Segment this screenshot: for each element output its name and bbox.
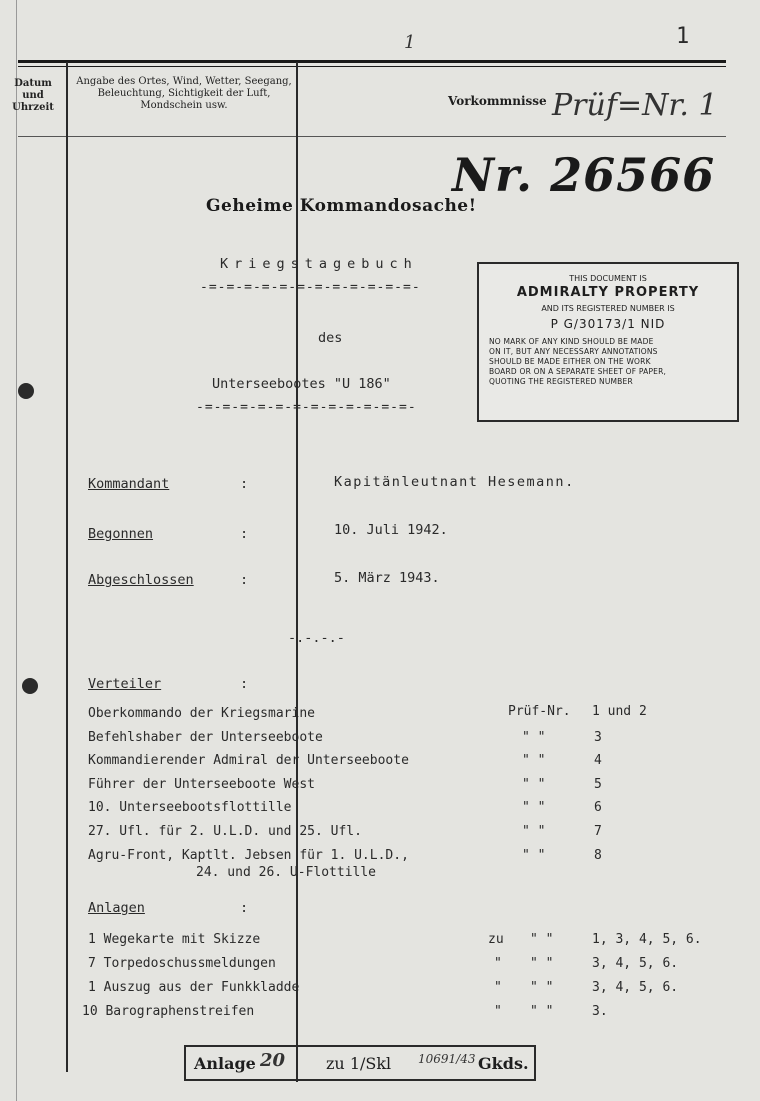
verteiler-row-ditto: " " (522, 848, 546, 863)
title-rule-2: -=-=-=-=-=-=-=-=-=-=-=-=- (196, 400, 417, 415)
verteiler-row-number: 7 (594, 824, 602, 839)
punch-hole-bottom (22, 678, 38, 694)
stamp-line-1: THIS DOCUMENT IS (569, 274, 647, 283)
verteiler-row-name: Oberkommando der Kriegsmarine (88, 706, 315, 721)
detail-sep-abgeschlossen: : (240, 572, 249, 588)
verteiler-row-name: Agru-Front, Kaptlt. Jebsen für 1. U.L.D., (88, 848, 409, 863)
anlage-stamp-handwritten-ref: 10691/43 (418, 1052, 476, 1066)
verteiler-heading: Verteiler (88, 676, 162, 692)
detail-sep-begonnen: : (240, 526, 249, 542)
anlage-stamp-gkds: Gkds. (478, 1054, 529, 1073)
anlagen-row-number: 3, 4, 5, 6. (592, 956, 679, 971)
page-number-handwritten: 1 (404, 32, 416, 53)
verteiler-row-number: 4 (594, 753, 602, 768)
margin-line (16, 0, 17, 1101)
top-border-line-2 (18, 66, 726, 67)
stamp-line-7: SHOULD BE MADE EITHER ON THE WORK (489, 357, 651, 366)
anlagen-row-zu: " (494, 956, 502, 971)
anlagen-row-name: 1 Auszug aus der Funkkladde (88, 980, 300, 995)
page-number-typed: 1 (676, 24, 690, 49)
verteiler-row-ditto: " " (522, 730, 546, 745)
admiralty-property-stamp (477, 262, 739, 422)
verteiler-row-ditto: " " (522, 777, 546, 792)
verteiler-row-name: 27. Ufl. für 2. U.L.D. und 25. Ufl. (88, 824, 362, 839)
verteiler-row-ditto: " " (522, 800, 546, 815)
stamp-line-9: QUOTING THE REGISTERED NUMBER (489, 377, 633, 386)
detail-value-kommandant: Kapitänleutnant Hesemann. (334, 474, 575, 490)
anlagen-row-name: 10 Barographenstreifen (82, 1004, 255, 1019)
anlagen-row-ditto: " " (530, 932, 554, 947)
stamp-line-3: AND ITS REGISTERED NUMBER IS (541, 304, 675, 313)
column-line-left (66, 62, 68, 1072)
title-des: des (318, 330, 343, 346)
stamp-line-2: ADMIRALTY PROPERTY (516, 285, 700, 300)
detail-label-abgeschlossen: Abgeschlossen (88, 572, 194, 588)
verteiler-first-value: 1 und 2 (592, 704, 647, 719)
section-divider: -.-.-.- (288, 630, 345, 646)
title-rule-1: -=-=-=-=-=-=-=-=-=-=-=-=- (200, 280, 421, 295)
stamp-line-6: ON IT, BUT ANY NECESSARY ANNOTATIONS (489, 347, 658, 356)
anlagen-row-number: 3. (592, 1004, 608, 1019)
verteiler-row-number: 6 (594, 800, 602, 815)
anlagen-row-ditto: " " (530, 980, 554, 995)
anlagen-row-ditto: " " (530, 956, 554, 971)
column-header-vorkommnisse: Vorkommnisse (448, 94, 547, 108)
stamp-notice (479, 337, 737, 387)
verteiler-row-name: Kommandierender Admiral der Unterseeboote (88, 753, 409, 768)
verteiler-sep: : (240, 676, 249, 692)
verteiler-row-number: 8 (594, 848, 602, 863)
detail-value-begonnen: 10. Juli 1942. (334, 522, 448, 538)
top-border-line (18, 60, 726, 63)
anlagen-row-number: 1, 3, 4, 5, 6. (592, 932, 702, 947)
title-kriegstagebuch: Kriegstagebuch (220, 256, 418, 272)
anlagen-heading: Anlagen (88, 900, 145, 916)
pruef-number-handwritten: Prüf=Nr. 1 (552, 88, 718, 123)
header-bottom-line (18, 136, 726, 137)
anlagen-row-name: 1 Wegekarte mit Skizze (88, 932, 261, 947)
anlagen-row-number: 3, 4, 5, 6. (592, 980, 679, 995)
column-header-angabe: Angabe des Ortes, Wind, Wetter, Seegang, Beleuchtung, Sichtigkeit der Luft, Mondschein usw. (76, 76, 292, 111)
stamp-line-8: BOARD OR ON A SEPARATE SHEET OF PAPER, (489, 367, 667, 376)
verteiler-column-header: Prüf-Nr. (508, 704, 571, 719)
anlagen-row-zu: " (494, 1004, 502, 1019)
verteiler-row-name: Führer der Unterseeboote West (88, 777, 315, 792)
reference-number-handwritten: Nr. 26566 (452, 148, 716, 202)
anlage-stamp-handwritten-number: 20 (260, 1050, 286, 1071)
stamp-line-5: NO MARK OF ANY KIND SHOULD BE MADE (489, 337, 654, 346)
anlagen-row-zu: zu (488, 932, 504, 947)
verteiler-row-name: Befehlshaber der Unterseeboote (88, 730, 323, 745)
anlage-stamp-reference: zu 1/Skl (326, 1054, 392, 1073)
anlage-registry-stamp (184, 1045, 536, 1081)
verteiler-row-name-continued: 24. und 26. U-Flottille (196, 865, 377, 880)
verteiler-row-ditto: " " (522, 753, 546, 768)
title-boat: Unterseebootes "U 186" (212, 376, 391, 392)
verteiler-row-ditto: " " (522, 824, 546, 839)
column-header-datum: Datum und Uhrzeit (12, 78, 54, 113)
anlagen-row-ditto: " " (530, 1004, 554, 1019)
verteiler-row-name: 10. Unterseebootsflottille (88, 800, 292, 815)
detail-label-kommandant: Kommandant (88, 476, 170, 492)
punch-hole-top (18, 383, 34, 399)
anlagen-sep: : (240, 900, 249, 916)
anlage-stamp-label: Anlage (194, 1054, 256, 1073)
detail-sep-kommandant: : (240, 476, 249, 492)
verteiler-row-number: 5 (594, 777, 602, 792)
stamp-registered-number: P G/30173/1 NID (550, 317, 666, 331)
verteiler-row-number: 3 (594, 730, 602, 745)
detail-value-abgeschlossen: 5. März 1943. (334, 570, 440, 586)
detail-label-begonnen: Begonnen (88, 526, 154, 542)
classification-title: Geheime Kommandosache! (206, 196, 477, 216)
anlagen-row-zu: " (494, 980, 502, 995)
anlagen-row-name: 7 Torpedoschussmeldungen (88, 956, 276, 971)
